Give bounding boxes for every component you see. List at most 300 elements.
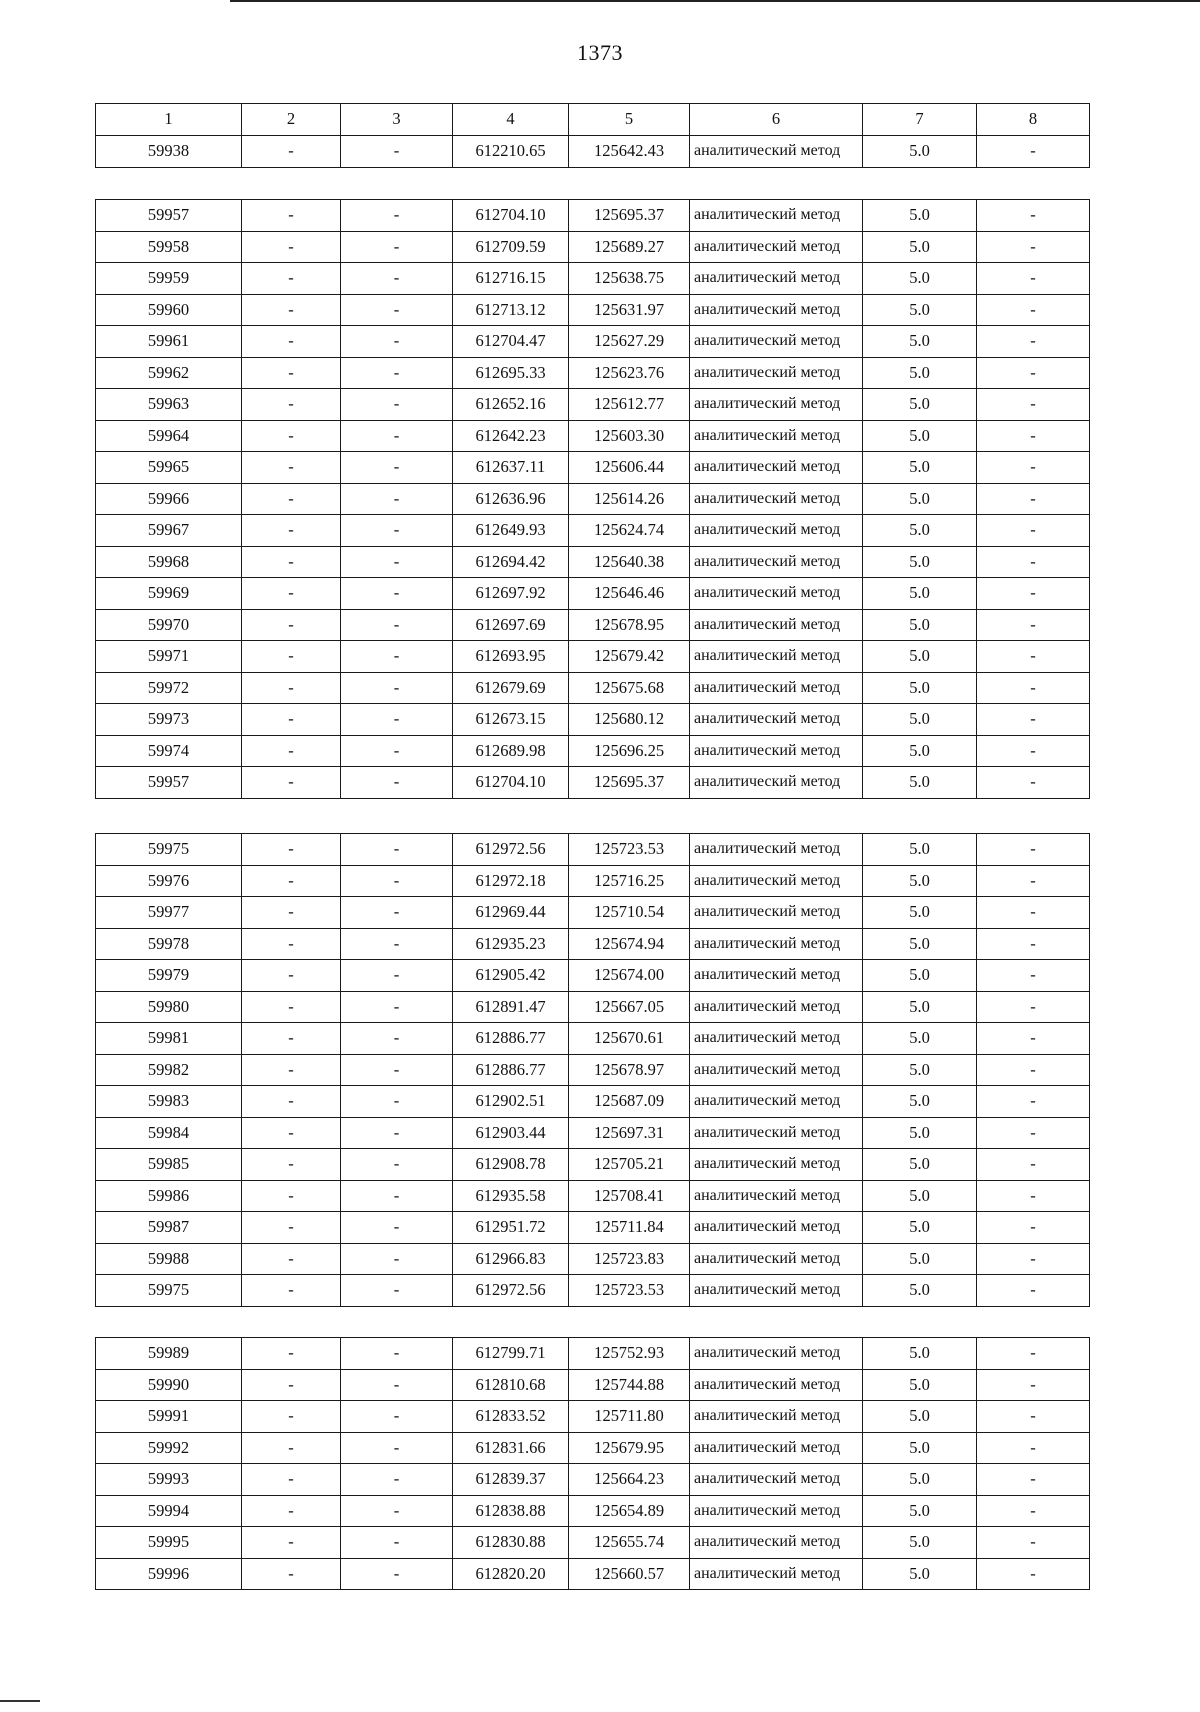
point-number-cell: 59965 [96, 452, 242, 484]
method-cell: аналитический метод [690, 1369, 863, 1401]
y-coordinate-cell: 125679.42 [569, 641, 690, 673]
col3-cell: - [341, 294, 453, 326]
method-cell: аналитический метод [690, 1275, 863, 1307]
accuracy-cell: 5.0 [863, 326, 977, 358]
y-coordinate-cell: 125716.25 [569, 865, 690, 897]
col8-cell: - [977, 641, 1090, 673]
col3-cell: - [341, 991, 453, 1023]
col8-cell: - [977, 1023, 1090, 1055]
table-row [96, 326, 1090, 358]
table-row [96, 1023, 1090, 1055]
method-cell: аналитический метод [690, 200, 863, 232]
method-cell: аналитический метод [690, 1527, 863, 1559]
col8-cell: - [977, 1212, 1090, 1244]
table-row [96, 1180, 1090, 1212]
col2-cell: - [242, 1495, 341, 1527]
method-cell: аналитический метод [690, 263, 863, 295]
point-number-cell: 59957 [96, 200, 242, 232]
point-number-cell: 59986 [96, 1180, 242, 1212]
point-number-cell: 59981 [96, 1023, 242, 1055]
col3-cell: - [341, 389, 453, 421]
x-coordinate-cell: 612689.98 [453, 735, 569, 767]
method-cell: аналитический метод [690, 420, 863, 452]
table-row [96, 641, 1090, 673]
col2-cell: - [242, 1054, 341, 1086]
top-scan-rule [230, 0, 1200, 2]
y-coordinate-cell: 125623.76 [569, 357, 690, 389]
col3-cell: - [341, 420, 453, 452]
col3-cell: - [341, 928, 453, 960]
col3-cell: - [341, 609, 453, 641]
col2-cell: - [242, 641, 341, 673]
y-coordinate-cell: 125667.05 [569, 991, 690, 1023]
accuracy-cell: 5.0 [863, 1369, 977, 1401]
y-coordinate-cell: 125697.31 [569, 1117, 690, 1149]
col2-cell: - [242, 1432, 341, 1464]
point-number-cell: 59966 [96, 483, 242, 515]
col2-cell: - [242, 897, 341, 929]
y-coordinate-cell: 125680.12 [569, 704, 690, 736]
col8-cell: - [977, 420, 1090, 452]
accuracy-cell: 5.0 [863, 704, 977, 736]
accuracy-cell: 5.0 [863, 1338, 977, 1370]
col2-cell: - [242, 546, 341, 578]
col8-cell: - [977, 928, 1090, 960]
point-number-cell: 59990 [96, 1369, 242, 1401]
method-cell: аналитический метод [690, 1243, 863, 1275]
method-cell: аналитический метод [690, 1149, 863, 1181]
accuracy-cell: 5.0 [863, 1495, 977, 1527]
accuracy-cell: 5.0 [863, 136, 977, 168]
x-coordinate-cell: 612831.66 [453, 1432, 569, 1464]
header-cell: 7 [863, 104, 977, 136]
y-coordinate-cell: 125696.25 [569, 735, 690, 767]
x-coordinate-cell: 612969.44 [453, 897, 569, 929]
table-row [96, 609, 1090, 641]
col3-cell: - [341, 641, 453, 673]
method-cell: аналитический метод [690, 483, 863, 515]
method-cell: аналитический метод [690, 1432, 863, 1464]
scan-edge-mark [0, 1700, 40, 1702]
accuracy-cell: 5.0 [863, 609, 977, 641]
col3-cell: - [341, 1527, 453, 1559]
col3-cell: - [341, 767, 453, 799]
accuracy-cell: 5.0 [863, 1180, 977, 1212]
col2-cell: - [242, 326, 341, 358]
col8-cell: - [977, 1275, 1090, 1307]
col2-cell: - [242, 515, 341, 547]
method-cell: аналитический метод [690, 834, 863, 866]
method-cell: аналитический метод [690, 928, 863, 960]
header-cell: 8 [977, 104, 1090, 136]
table-row [96, 704, 1090, 736]
col2-cell: - [242, 672, 341, 704]
accuracy-cell: 5.0 [863, 452, 977, 484]
col3-cell: - [341, 1023, 453, 1055]
y-coordinate-cell: 125612.77 [569, 389, 690, 421]
x-coordinate-cell: 612636.96 [453, 483, 569, 515]
col8-cell: - [977, 735, 1090, 767]
point-number-cell: 59993 [96, 1464, 242, 1496]
col3-cell: - [341, 1212, 453, 1244]
x-coordinate-cell: 612935.58 [453, 1180, 569, 1212]
table-row [96, 1338, 1090, 1370]
col8-cell: - [977, 672, 1090, 704]
point-number-cell: 59975 [96, 834, 242, 866]
col3-cell: - [341, 546, 453, 578]
col8-cell: - [977, 546, 1090, 578]
point-number-cell: 59959 [96, 263, 242, 295]
point-number-cell: 59979 [96, 960, 242, 992]
method-cell: аналитический метод [690, 136, 863, 168]
header-cell: 1 [96, 104, 242, 136]
x-coordinate-cell: 612695.33 [453, 357, 569, 389]
point-number-cell: 59992 [96, 1432, 242, 1464]
col2-cell: - [242, 1243, 341, 1275]
method-cell: аналитический метод [690, 357, 863, 389]
point-number-cell: 59995 [96, 1527, 242, 1559]
point-number-cell: 59978 [96, 928, 242, 960]
col8-cell: - [977, 483, 1090, 515]
point-number-cell: 59977 [96, 897, 242, 929]
point-number-cell: 59989 [96, 1338, 242, 1370]
col2-cell: - [242, 1086, 341, 1118]
x-coordinate-cell: 612972.18 [453, 865, 569, 897]
table-row [96, 231, 1090, 263]
col8-cell: - [977, 357, 1090, 389]
y-coordinate-cell: 125624.74 [569, 515, 690, 547]
col8-cell: - [977, 704, 1090, 736]
col2-cell: - [242, 991, 341, 1023]
method-cell: аналитический метод [690, 452, 863, 484]
method-cell: аналитический метод [690, 1212, 863, 1244]
method-cell: аналитический метод [690, 1495, 863, 1527]
table-row [96, 1212, 1090, 1244]
col3-cell: - [341, 1275, 453, 1307]
accuracy-cell: 5.0 [863, 1149, 977, 1181]
point-number-cell: 59957 [96, 767, 242, 799]
col2-cell: - [242, 928, 341, 960]
col2-cell: - [242, 136, 341, 168]
col8-cell: - [977, 1243, 1090, 1275]
col8-cell: - [977, 960, 1090, 992]
accuracy-cell: 5.0 [863, 515, 977, 547]
method-cell: аналитический метод [690, 1180, 863, 1212]
point-number-cell: 59975 [96, 1275, 242, 1307]
accuracy-cell: 5.0 [863, 767, 977, 799]
point-number-cell: 59994 [96, 1495, 242, 1527]
col3-cell: - [341, 578, 453, 610]
point-number-cell: 59985 [96, 1149, 242, 1181]
point-number-cell: 59938 [96, 136, 242, 168]
col2-cell: - [242, 1212, 341, 1244]
y-coordinate-cell: 125723.53 [569, 1275, 690, 1307]
x-coordinate-cell: 612886.77 [453, 1054, 569, 1086]
col8-cell: - [977, 136, 1090, 168]
col3-cell: - [341, 704, 453, 736]
accuracy-cell: 5.0 [863, 1086, 977, 1118]
table-row [96, 420, 1090, 452]
col2-cell: - [242, 960, 341, 992]
y-coordinate-cell: 125654.89 [569, 1495, 690, 1527]
point-number-cell: 59969 [96, 578, 242, 610]
col2-cell: - [242, 452, 341, 484]
method-cell: аналитический метод [690, 546, 863, 578]
x-coordinate-cell: 612704.10 [453, 200, 569, 232]
x-coordinate-cell: 612652.16 [453, 389, 569, 421]
header-cell: 3 [341, 104, 453, 136]
accuracy-cell: 5.0 [863, 1117, 977, 1149]
col3-cell: - [341, 515, 453, 547]
x-coordinate-cell: 612697.69 [453, 609, 569, 641]
x-coordinate-cell: 612886.77 [453, 1023, 569, 1055]
accuracy-cell: 5.0 [863, 834, 977, 866]
method-cell: аналитический метод [690, 1338, 863, 1370]
y-coordinate-cell: 125674.00 [569, 960, 690, 992]
x-coordinate-cell: 612820.20 [453, 1558, 569, 1590]
x-coordinate-cell: 612905.42 [453, 960, 569, 992]
col8-cell: - [977, 263, 1090, 295]
x-coordinate-cell: 612210.65 [453, 136, 569, 168]
col2-cell: - [242, 420, 341, 452]
col2-cell: - [242, 263, 341, 295]
coordinates-table-block [95, 833, 1090, 1307]
x-coordinate-cell: 612713.12 [453, 294, 569, 326]
col2-cell: - [242, 1338, 341, 1370]
y-coordinate-cell: 125711.80 [569, 1401, 690, 1433]
col2-cell: - [242, 200, 341, 232]
col2-cell: - [242, 1149, 341, 1181]
col3-cell: - [341, 1149, 453, 1181]
table-row [96, 200, 1090, 232]
col3-cell: - [341, 1558, 453, 1590]
point-number-cell: 59968 [96, 546, 242, 578]
accuracy-cell: 5.0 [863, 483, 977, 515]
method-cell: аналитический метод [690, 1086, 863, 1118]
col3-cell: - [341, 1117, 453, 1149]
col2-cell: - [242, 767, 341, 799]
col3-cell: - [341, 326, 453, 358]
col3-cell: - [341, 1432, 453, 1464]
accuracy-cell: 5.0 [863, 420, 977, 452]
accuracy-cell: 5.0 [863, 1464, 977, 1496]
col3-cell: - [341, 200, 453, 232]
col2-cell: - [242, 834, 341, 866]
x-coordinate-cell: 612704.47 [453, 326, 569, 358]
accuracy-cell: 5.0 [863, 991, 977, 1023]
x-coordinate-cell: 612966.83 [453, 1243, 569, 1275]
point-number-cell: 59988 [96, 1243, 242, 1275]
accuracy-cell: 5.0 [863, 1023, 977, 1055]
table-row [96, 991, 1090, 1023]
point-number-cell: 59974 [96, 735, 242, 767]
method-cell: аналитический метод [690, 1117, 863, 1149]
table-row [96, 1117, 1090, 1149]
y-coordinate-cell: 125723.53 [569, 834, 690, 866]
table-row [96, 928, 1090, 960]
accuracy-cell: 5.0 [863, 897, 977, 929]
method-cell: аналитический метод [690, 326, 863, 358]
point-number-cell: 59962 [96, 357, 242, 389]
method-cell: аналитический метод [690, 1023, 863, 1055]
y-coordinate-cell: 125687.09 [569, 1086, 690, 1118]
y-coordinate-cell: 125603.30 [569, 420, 690, 452]
col8-cell: - [977, 294, 1090, 326]
y-coordinate-cell: 125678.97 [569, 1054, 690, 1086]
col3-cell: - [341, 136, 453, 168]
y-coordinate-cell: 125710.54 [569, 897, 690, 929]
table-row [96, 357, 1090, 389]
col2-cell: - [242, 1180, 341, 1212]
point-number-cell: 59980 [96, 991, 242, 1023]
accuracy-cell: 5.0 [863, 735, 977, 767]
col8-cell: - [977, 1558, 1090, 1590]
table-row [96, 1401, 1090, 1433]
accuracy-cell: 5.0 [863, 357, 977, 389]
header-cell: 6 [690, 104, 863, 136]
x-coordinate-cell: 612716.15 [453, 263, 569, 295]
accuracy-cell: 5.0 [863, 1558, 977, 1590]
method-cell: аналитический метод [690, 897, 863, 929]
table-row [96, 452, 1090, 484]
y-coordinate-cell: 125723.83 [569, 1243, 690, 1275]
col2-cell: - [242, 1023, 341, 1055]
coordinates-table-block [95, 103, 1090, 168]
y-coordinate-cell: 125695.37 [569, 767, 690, 799]
y-coordinate-cell: 125614.26 [569, 483, 690, 515]
col2-cell: - [242, 735, 341, 767]
table-row [96, 865, 1090, 897]
table-row [96, 263, 1090, 295]
accuracy-cell: 5.0 [863, 1212, 977, 1244]
x-coordinate-cell: 612810.68 [453, 1369, 569, 1401]
accuracy-cell: 5.0 [863, 928, 977, 960]
col2-cell: - [242, 1558, 341, 1590]
accuracy-cell: 5.0 [863, 672, 977, 704]
point-number-cell: 59964 [96, 420, 242, 452]
col3-cell: - [341, 357, 453, 389]
col2-cell: - [242, 609, 341, 641]
col3-cell: - [341, 1180, 453, 1212]
col3-cell: - [341, 452, 453, 484]
y-coordinate-cell: 125631.97 [569, 294, 690, 326]
col8-cell: - [977, 609, 1090, 641]
accuracy-cell: 5.0 [863, 641, 977, 673]
point-number-cell: 59984 [96, 1117, 242, 1149]
method-cell: аналитический метод [690, 767, 863, 799]
x-coordinate-cell: 612830.88 [453, 1527, 569, 1559]
col3-cell: - [341, 834, 453, 866]
y-coordinate-cell: 125655.74 [569, 1527, 690, 1559]
col2-cell: - [242, 389, 341, 421]
col3-cell: - [341, 483, 453, 515]
header-cell: 4 [453, 104, 569, 136]
point-number-cell: 59976 [96, 865, 242, 897]
col3-cell: - [341, 735, 453, 767]
col8-cell: - [977, 1054, 1090, 1086]
accuracy-cell: 5.0 [863, 1275, 977, 1307]
point-number-cell: 59963 [96, 389, 242, 421]
method-cell: аналитический метод [690, 704, 863, 736]
x-coordinate-cell: 612799.71 [453, 1338, 569, 1370]
y-coordinate-cell: 125664.23 [569, 1464, 690, 1496]
table-row [96, 1243, 1090, 1275]
col8-cell: - [977, 834, 1090, 866]
page-number: 1373 [577, 40, 623, 65]
x-coordinate-cell: 612891.47 [453, 991, 569, 1023]
x-coordinate-cell: 612694.42 [453, 546, 569, 578]
table-row [96, 483, 1090, 515]
x-coordinate-cell: 612679.69 [453, 672, 569, 704]
col8-cell: - [977, 389, 1090, 421]
col3-cell: - [341, 231, 453, 263]
table-row [96, 294, 1090, 326]
col3-cell: - [341, 263, 453, 295]
x-coordinate-cell: 612833.52 [453, 1401, 569, 1433]
method-cell: аналитический метод [690, 991, 863, 1023]
x-coordinate-cell: 612637.11 [453, 452, 569, 484]
method-cell: аналитический метод [690, 641, 863, 673]
accuracy-cell: 5.0 [863, 389, 977, 421]
col2-cell: - [242, 1527, 341, 1559]
y-coordinate-cell: 125627.29 [569, 326, 690, 358]
accuracy-cell: 5.0 [863, 200, 977, 232]
x-coordinate-cell: 612642.23 [453, 420, 569, 452]
col3-cell: - [341, 1495, 453, 1527]
point-number-cell: 59961 [96, 326, 242, 358]
col8-cell: - [977, 767, 1090, 799]
accuracy-cell: 5.0 [863, 960, 977, 992]
col8-cell: - [977, 1369, 1090, 1401]
method-cell: аналитический метод [690, 231, 863, 263]
table-row [96, 672, 1090, 704]
method-cell: аналитический метод [690, 1054, 863, 1086]
col3-cell: - [341, 1401, 453, 1433]
method-cell: аналитический метод [690, 515, 863, 547]
col8-cell: - [977, 1401, 1090, 1433]
table-row [96, 767, 1090, 799]
accuracy-cell: 5.0 [863, 1243, 977, 1275]
x-coordinate-cell: 612839.37 [453, 1464, 569, 1496]
col2-cell: - [242, 578, 341, 610]
table-row [96, 389, 1090, 421]
col3-cell: - [341, 865, 453, 897]
method-cell: аналитический метод [690, 1464, 863, 1496]
y-coordinate-cell: 125674.94 [569, 928, 690, 960]
y-coordinate-cell: 125660.57 [569, 1558, 690, 1590]
col8-cell: - [977, 1527, 1090, 1559]
x-coordinate-cell: 612903.44 [453, 1117, 569, 1149]
y-coordinate-cell: 125711.84 [569, 1212, 690, 1244]
point-number-cell: 59967 [96, 515, 242, 547]
col2-cell: - [242, 1117, 341, 1149]
y-coordinate-cell: 125689.27 [569, 231, 690, 263]
col8-cell: - [977, 452, 1090, 484]
point-number-cell: 59958 [96, 231, 242, 263]
table-row [96, 735, 1090, 767]
col8-cell: - [977, 865, 1090, 897]
table-row [96, 578, 1090, 610]
accuracy-cell: 5.0 [863, 263, 977, 295]
table-row [96, 1369, 1090, 1401]
table-row [96, 1149, 1090, 1181]
table-row [96, 897, 1090, 929]
y-coordinate-cell: 125638.75 [569, 263, 690, 295]
point-number-cell: 59982 [96, 1054, 242, 1086]
col2-cell: - [242, 1464, 341, 1496]
col8-cell: - [977, 1432, 1090, 1464]
col3-cell: - [341, 1369, 453, 1401]
